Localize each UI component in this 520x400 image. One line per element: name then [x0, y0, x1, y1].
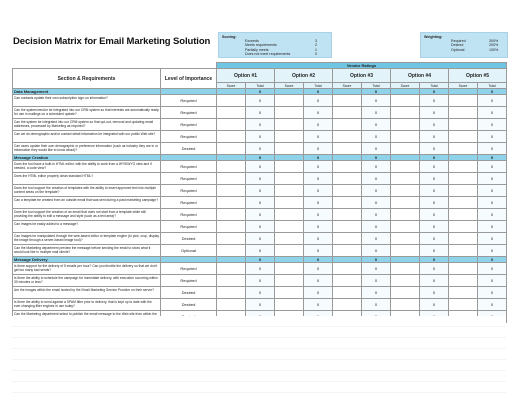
- total-col-header: Total: [478, 83, 507, 89]
- score-input-cell[interactable]: [275, 173, 304, 185]
- weighted-total-cell: 0: [478, 95, 507, 107]
- importance-level-cell[interactable]: Required: [161, 221, 217, 233]
- score-input-cell[interactable]: [449, 245, 478, 257]
- weighted-total-cell: 0: [478, 143, 507, 155]
- requirement-row: [13, 287, 507, 299]
- requirement-text: Can we do demographic and/or contact detail information be integrated with our public Web site?: [13, 131, 161, 143]
- weighted-total-cell: 0: [420, 95, 449, 107]
- decision-matrix-table: [12, 62, 507, 323]
- score-input-cell[interactable]: [217, 209, 246, 221]
- weighted-total-cell: 0: [246, 233, 275, 245]
- weighted-total-cell: 0: [362, 143, 391, 155]
- importance-level-cell[interactable]: Required: [161, 173, 217, 185]
- requirement-text: Does the tool support the creation of templates with the ability to insert approved text into multiple content areas on the template?: [13, 185, 161, 197]
- weighted-total-cell: 0: [246, 287, 275, 299]
- importance-level-cell[interactable]: Desired: [161, 143, 217, 155]
- section-total: 0: [246, 89, 275, 95]
- score-input-cell[interactable]: [275, 131, 304, 143]
- section-total: 0: [246, 155, 275, 161]
- score-input-cell[interactable]: [449, 221, 478, 233]
- weighted-total-cell: 0: [362, 299, 391, 311]
- weighted-total-cell: 0: [478, 131, 507, 143]
- score-input-cell[interactable]: [449, 275, 478, 287]
- score-input-cell[interactable]: [217, 233, 246, 245]
- weighted-total-cell: 0: [362, 95, 391, 107]
- empty-sheet-area: [12, 316, 506, 396]
- score-input-cell[interactable]: [275, 185, 304, 197]
- weighted-total-cell: 0: [420, 131, 449, 143]
- score-input-cell[interactable]: [449, 173, 478, 185]
- weighted-total-cell: 0: [420, 197, 449, 209]
- score-input-cell[interactable]: [391, 95, 420, 107]
- scoring-row-value: 2: [315, 43, 317, 48]
- scoring-row-text: Meets requirements: [245, 43, 277, 48]
- weighting-row-value: 300%: [489, 39, 499, 43]
- weighted-total-cell: 0: [478, 275, 507, 287]
- score-input-cell[interactable]: [449, 95, 478, 107]
- requirement-row: [13, 95, 507, 107]
- score-input-cell[interactable]: [217, 161, 246, 173]
- section-total: 0: [420, 155, 449, 161]
- score-input-cell[interactable]: [333, 287, 362, 299]
- importance-level-cell[interactable]: Optional: [161, 245, 217, 257]
- weighted-total-cell: 0: [478, 245, 507, 257]
- score-input-cell[interactable]: [449, 197, 478, 209]
- score-input-cell[interactable]: [391, 287, 420, 299]
- weighted-total-cell: 0: [420, 275, 449, 287]
- requirement-row: [13, 233, 507, 245]
- score-input-cell[interactable]: [391, 263, 420, 275]
- weighted-total-cell: 0: [304, 143, 333, 155]
- score-input-cell[interactable]: [449, 287, 478, 299]
- score-input-cell[interactable]: [217, 143, 246, 155]
- total-col-header: Total: [420, 83, 449, 89]
- weighted-total-cell: 0: [478, 185, 507, 197]
- importance-level-cell[interactable]: Required: [161, 197, 217, 209]
- weighting-row-text: Required: [451, 39, 466, 43]
- weighted-total-cell: 0: [362, 119, 391, 131]
- score-input-cell[interactable]: [275, 161, 304, 173]
- weighted-total-cell: 0: [304, 275, 333, 287]
- importance-level-cell[interactable]: Desired: [161, 287, 217, 299]
- score-input-cell[interactable]: [217, 107, 246, 119]
- requirement-text: Can contacts update their own subscription sign-on information?: [13, 95, 161, 107]
- weighted-total-cell: 0: [420, 143, 449, 155]
- weighting-label: Weighting:: [424, 35, 443, 39]
- section-total: 0: [362, 257, 391, 263]
- score-input-cell[interactable]: [217, 119, 246, 131]
- weighted-total-cell: 0: [420, 119, 449, 131]
- weighting-row-text: Desired: [451, 43, 464, 48]
- requirement-row: [13, 209, 507, 221]
- section-total: 0: [304, 89, 333, 95]
- weighted-total-cell: 0: [246, 173, 275, 185]
- requirement-text: Is there support for the delivery of 5 emails per hour? Can you throttle the delivery so that we don't get too many bad sends?: [13, 263, 161, 275]
- weighted-total-cell: 0: [420, 107, 449, 119]
- score-input-cell[interactable]: [333, 161, 362, 173]
- weighted-total-cell: 0: [420, 221, 449, 233]
- score-input-cell[interactable]: [275, 287, 304, 299]
- weighted-total-cell: 0: [362, 161, 391, 173]
- weighted-total-cell: 0: [478, 299, 507, 311]
- importance-level-cell[interactable]: Desired: [161, 299, 217, 311]
- requirement-row: [13, 299, 507, 311]
- requirement-row: [13, 185, 507, 197]
- requirement-text: Can the Marketing department preview the message before sending the email to show what it would look like in multiple mail clients?: [13, 245, 161, 257]
- option-3-header: Option #3: [333, 69, 391, 83]
- weighted-total-cell: 0: [420, 263, 449, 275]
- score-input-cell[interactable]: [391, 161, 420, 173]
- weighted-total-cell: 0: [246, 299, 275, 311]
- score-input-cell[interactable]: [449, 185, 478, 197]
- score-input-cell[interactable]: [275, 263, 304, 275]
- score-input-cell[interactable]: [275, 119, 304, 131]
- weighted-total-cell: 0: [478, 263, 507, 275]
- requirement-text: Can the system/vendor be integrated into our CRM system so that interests are automatically ready for use in mailings on a scheduled update?: [13, 107, 161, 119]
- score-input-cell[interactable]: [217, 245, 246, 257]
- requirement-text: Does the HTML editor properly clean standard HTML?: [13, 173, 161, 185]
- score-input-cell[interactable]: [275, 143, 304, 155]
- score-input-cell[interactable]: [333, 209, 362, 221]
- weighted-total-cell: 0: [478, 197, 507, 209]
- score-input-cell[interactable]: [217, 275, 246, 287]
- weighted-total-cell: 0: [304, 209, 333, 221]
- total-col-header: Total: [246, 83, 275, 89]
- weighted-total-cell: 0: [478, 119, 507, 131]
- requirement-row: [13, 173, 507, 185]
- weighted-total-cell: 0: [304, 287, 333, 299]
- score-input-cell[interactable]: [449, 107, 478, 119]
- weighted-total-cell: 0: [246, 209, 275, 221]
- section-total: 0: [478, 257, 507, 263]
- weighting-row-value: 200%: [489, 43, 499, 48]
- importance-level-cell[interactable]: Required: [161, 95, 217, 107]
- score-input-cell[interactable]: [391, 131, 420, 143]
- score-input-cell[interactable]: [391, 197, 420, 209]
- score-input-cell[interactable]: [333, 95, 362, 107]
- option-5-header: Option #5: [449, 69, 507, 83]
- option-1-header: Option #1: [217, 69, 275, 83]
- weighted-total-cell: 0: [304, 299, 333, 311]
- score-input-cell[interactable]: [391, 221, 420, 233]
- score-input-cell[interactable]: [391, 209, 420, 221]
- importance-level-cell[interactable]: Required: [161, 107, 217, 119]
- page-title: Decision Matrix for Email Marketing Solution: [13, 36, 211, 47]
- score-input-cell[interactable]: [217, 221, 246, 233]
- section-name: Message Delivery: [13, 257, 161, 263]
- importance-level-cell[interactable]: Required: [161, 263, 217, 275]
- scoring-row-text: Exceeds: [245, 39, 259, 43]
- score-input-cell[interactable]: [275, 275, 304, 287]
- score-input-cell[interactable]: [391, 107, 420, 119]
- weighted-total-cell: 0: [246, 245, 275, 257]
- weighted-total-cell: 0: [362, 173, 391, 185]
- weighted-total-cell: 0: [362, 245, 391, 257]
- weighted-total-cell: 0: [246, 107, 275, 119]
- weighted-total-cell: 0: [362, 263, 391, 275]
- score-input-cell[interactable]: [217, 287, 246, 299]
- weighted-total-cell: 0: [246, 275, 275, 287]
- score-input-cell[interactable]: [217, 95, 246, 107]
- score-input-cell[interactable]: [275, 245, 304, 257]
- requirement-row: [13, 275, 507, 287]
- requirement-text: Can the system be integrated into our CRM system so that opt-out, removal and updating email addresses, processed by Marketing as required?: [13, 119, 161, 131]
- score-col-header: Score: [275, 83, 304, 89]
- section-total: 0: [304, 257, 333, 263]
- weighted-total-cell: 0: [362, 275, 391, 287]
- score-input-cell[interactable]: [275, 221, 304, 233]
- score-input-cell[interactable]: [333, 197, 362, 209]
- weighting-row-text: Optional: [451, 47, 465, 52]
- vendor-ratings-header: Vendor Ratings: [217, 63, 507, 69]
- score-input-cell[interactable]: [333, 275, 362, 287]
- weighting-key: [420, 32, 508, 58]
- score-input-cell[interactable]: [275, 209, 304, 221]
- weighted-total-cell: 0: [246, 161, 275, 173]
- importance-level-cell[interactable]: Required: [161, 209, 217, 221]
- weighted-total-cell: 0: [246, 185, 275, 197]
- section-requirements-header: Section & Requirements: [13, 69, 161, 89]
- weighted-total-cell: 0: [420, 287, 449, 299]
- weighted-total-cell: 0: [420, 161, 449, 173]
- score-input-cell[interactable]: [333, 299, 362, 311]
- weighted-total-cell: 0: [304, 263, 333, 275]
- total-col-header: Total: [362, 83, 391, 89]
- scoring-row-text: Does not meet requirements: [245, 52, 291, 57]
- requirement-row: [13, 143, 507, 155]
- score-input-cell[interactable]: [391, 119, 420, 131]
- score-input-cell[interactable]: [333, 263, 362, 275]
- weighted-total-cell: 0: [362, 209, 391, 221]
- importance-level-cell[interactable]: Required: [161, 131, 217, 143]
- score-input-cell[interactable]: [391, 299, 420, 311]
- requirement-text: Is there the ability to send against a SPAM filter prior to delivery, that is kept up to date with the ever changing filter engines in use today?: [13, 299, 161, 311]
- requirement-text: Are the images within the email hosted by the Email Marketing Service Provider on their server?: [13, 287, 161, 299]
- requirement-text: Can users update their own demographic or preference information (such as industry they are in or information they would like to know about)?: [13, 143, 161, 155]
- weighted-total-cell: 0: [304, 119, 333, 131]
- weighted-total-cell: 0: [420, 299, 449, 311]
- weighted-total-cell: 0: [478, 209, 507, 221]
- requirement-row: [13, 119, 507, 131]
- requirement-text: Can the Marketing department select to publish the email message to the Web site from within the: [13, 311, 161, 323]
- total-col-header: Total: [304, 83, 333, 89]
- score-input-cell[interactable]: [449, 263, 478, 275]
- requirement-row: [13, 131, 507, 143]
- weighted-total-cell: 0: [246, 263, 275, 275]
- weighted-total-cell: 0: [420, 245, 449, 257]
- weighted-total-cell: 0: [478, 173, 507, 185]
- weighted-total-cell: 0: [362, 233, 391, 245]
- score-col-header: Score: [391, 83, 420, 89]
- section-total: 0: [478, 89, 507, 95]
- weighted-total-cell: 0: [478, 107, 507, 119]
- importance-level-cell[interactable]: Required: [161, 275, 217, 287]
- score-input-cell[interactable]: [217, 185, 246, 197]
- weighted-total-cell: 0: [304, 161, 333, 173]
- weighted-total-cell: 0: [246, 95, 275, 107]
- weighted-total-cell: 0: [478, 233, 507, 245]
- score-input-cell[interactable]: [333, 173, 362, 185]
- requirement-row: [13, 221, 507, 233]
- weighted-total-cell: 0: [420, 209, 449, 221]
- weighted-total-cell: 0: [420, 173, 449, 185]
- weighted-total-cell: 0: [246, 197, 275, 209]
- score-input-cell[interactable]: [391, 143, 420, 155]
- score-input-cell[interactable]: [275, 299, 304, 311]
- weighted-total-cell: 0: [246, 143, 275, 155]
- score-col-header: Score: [449, 83, 478, 89]
- score-col-header: Score: [217, 83, 246, 89]
- weighted-total-cell: 0: [362, 185, 391, 197]
- weighted-total-cell: 0: [304, 185, 333, 197]
- weighted-total-cell: 0: [478, 287, 507, 299]
- score-input-cell[interactable]: [449, 161, 478, 173]
- weighted-total-cell: 0: [304, 245, 333, 257]
- requirement-text: Can images be manipulated through the web-based editor or template engine (to pick, crop, display the image through a server-based image tool)?: [13, 233, 161, 245]
- weighted-total-cell: 0: [362, 197, 391, 209]
- score-input-cell[interactable]: [333, 245, 362, 257]
- section-name: Data Management: [13, 89, 161, 95]
- section-total: 0: [420, 89, 449, 95]
- requirement-text: Is there the ability to schedule the campaign for immediate delivery, with execution occurring within 30 minutes or less?: [13, 275, 161, 287]
- weighting-row-value: 100%: [489, 47, 499, 52]
- score-input-cell[interactable]: [391, 275, 420, 287]
- score-input-cell[interactable]: [275, 233, 304, 245]
- weighted-total-cell: 0: [246, 131, 275, 143]
- weighted-total-cell: 0: [478, 161, 507, 173]
- scoring-row-text: Partially meets: [245, 47, 269, 52]
- score-input-cell[interactable]: [449, 143, 478, 155]
- option-2-header: Option #2: [275, 69, 333, 83]
- level-of-importance-header: Level of Importance: [161, 69, 217, 89]
- section-total: 0: [478, 155, 507, 161]
- importance-level-cell[interactable]: Required: [161, 119, 217, 131]
- weighted-total-cell: 0: [304, 107, 333, 119]
- section-total: 0: [362, 155, 391, 161]
- weighted-total-cell: 0: [304, 95, 333, 107]
- scoring-row-value: 3: [315, 39, 317, 43]
- weighted-total-cell: 0: [304, 233, 333, 245]
- score-input-cell[interactable]: [275, 95, 304, 107]
- requirement-text: Does the tool have a built-in HTML editor, with the ability to work from a WYSIWYG view and if needed, a code view?: [13, 161, 161, 173]
- section-name: Message Creation: [13, 155, 161, 161]
- weighted-total-cell: 0: [420, 233, 449, 245]
- requirement-row: [13, 197, 507, 209]
- importance-level-cell[interactable]: Required: [161, 185, 217, 197]
- requirement-row: [13, 107, 507, 119]
- requirement-text: Can a template be created from an outside email that was sent during a past marketing campaign?: [13, 197, 161, 209]
- score-input-cell[interactable]: [449, 119, 478, 131]
- requirement-text: Can images be easily added to a message?: [13, 221, 161, 233]
- score-input-cell[interactable]: [391, 233, 420, 245]
- score-input-cell[interactable]: [217, 263, 246, 275]
- score-input-cell[interactable]: [333, 221, 362, 233]
- score-col-header: Score: [333, 83, 362, 89]
- weighted-total-cell: 0: [304, 197, 333, 209]
- weighted-total-cell: 0: [362, 107, 391, 119]
- scoring-row-value: 0: [315, 52, 317, 57]
- score-input-cell[interactable]: [449, 209, 478, 221]
- score-input-cell[interactable]: [333, 119, 362, 131]
- score-input-cell[interactable]: [275, 197, 304, 209]
- requirement-row: [13, 161, 507, 173]
- weighted-total-cell: 0: [478, 221, 507, 233]
- section-total: 0: [246, 257, 275, 263]
- score-input-cell[interactable]: [449, 233, 478, 245]
- score-input-cell[interactable]: [391, 185, 420, 197]
- requirement-row: [13, 245, 507, 257]
- score-input-cell[interactable]: [449, 299, 478, 311]
- score-input-cell[interactable]: [275, 107, 304, 119]
- score-input-cell[interactable]: [217, 197, 246, 209]
- score-input-cell[interactable]: [449, 131, 478, 143]
- score-input-cell[interactable]: [333, 185, 362, 197]
- score-input-cell[interactable]: [217, 131, 246, 143]
- weighted-total-cell: 0: [362, 221, 391, 233]
- weighted-total-cell: 0: [304, 131, 333, 143]
- scoring-label: Scoring:: [222, 35, 237, 39]
- requirement-row: [13, 263, 507, 275]
- score-input-cell[interactable]: [217, 299, 246, 311]
- weighted-total-cell: 0: [246, 221, 275, 233]
- importance-level-cell[interactable]: Desired: [161, 233, 217, 245]
- score-input-cell[interactable]: [333, 107, 362, 119]
- weighted-total-cell: 0: [362, 131, 391, 143]
- score-input-cell[interactable]: [217, 173, 246, 185]
- section-total: 0: [420, 257, 449, 263]
- weighted-total-cell: 0: [420, 185, 449, 197]
- section-total: 0: [362, 89, 391, 95]
- score-input-cell[interactable]: [333, 131, 362, 143]
- score-input-cell[interactable]: [333, 233, 362, 245]
- score-input-cell[interactable]: [391, 245, 420, 257]
- section-total: 0: [304, 155, 333, 161]
- weighted-total-cell: 0: [246, 119, 275, 131]
- requirement-text: Does the tool support the creation of an email that does not start from a template while still providing the ability to edit a message and style (such as a text area)?: [13, 209, 161, 221]
- weighted-total-cell: 0: [362, 287, 391, 299]
- weighted-total-cell: 0: [304, 173, 333, 185]
- scoring-row-value: 1: [315, 47, 317, 52]
- option-4-header: Option #4: [391, 69, 449, 83]
- importance-level-cell[interactable]: Required: [161, 161, 217, 173]
- score-input-cell[interactable]: [391, 173, 420, 185]
- score-input-cell[interactable]: [333, 143, 362, 155]
- weighted-total-cell: 0: [304, 221, 333, 233]
- scoring-key: [218, 32, 332, 58]
